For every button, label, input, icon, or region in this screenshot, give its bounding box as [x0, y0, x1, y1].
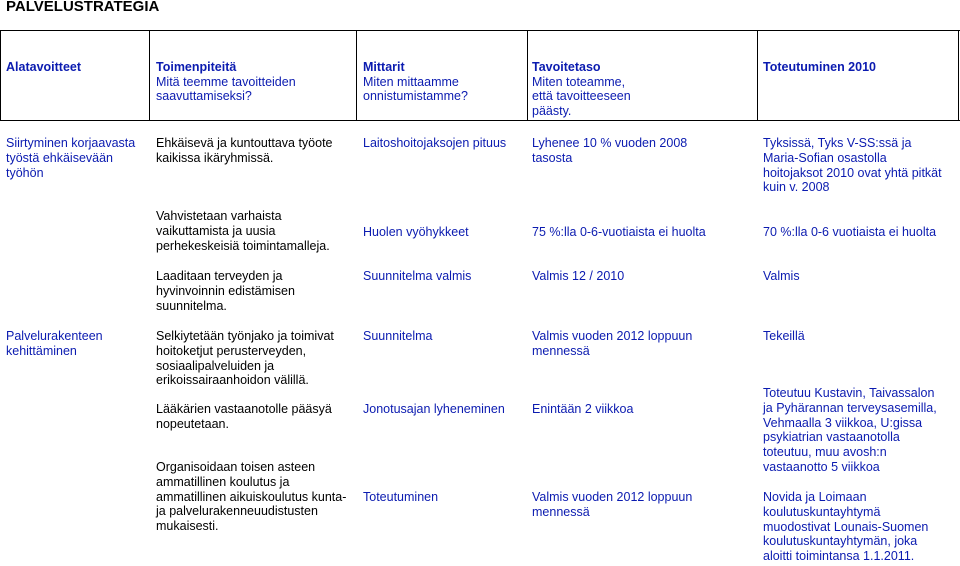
header-toimenpiteita: Toimenpiteitä Mitä teemme tavoitteiden saavuttamiseksi?: [156, 59, 296, 104]
measure-cell: Lääkärien vastaanotolle pääsyä nopeutetaan.: [156, 402, 332, 431]
status-cell: Toteutuu Kustavin, Taivassalon ja Pyhärannan terveysasemilla, Vehmaalla 3 viikkoa, U:gissa psykiatrian vastaanotolla toteutuu, muu avosh:n vastaanotto 5 viikkoa: [763, 386, 937, 474]
metric-cell: Jonotusajan lyheneminen: [363, 402, 505, 416]
target-cell: Lyhenee 10 % vuoden 2008 tasosta: [532, 136, 688, 165]
header-mittarit-sub: Miten mittaamme onnistumistamme?: [363, 74, 468, 104]
metric-cell: Toteutuminen: [363, 490, 439, 504]
measure-cell: Selkiytetään työnjako ja toimivat hoitoketjut perusterveyden, sosiaalipalveluiden ja erikoissairaanhoidon välillä.: [156, 329, 334, 388]
measure-cell: Vahvistetaan varhaista vaikuttamista ja uusia perhekeskeisiä toimintamalleja.: [156, 209, 330, 253]
metric-cell: Suunnitelma valmis: [363, 269, 472, 283]
header-toimenpiteita-sub: Mitä teemme tavoitteiden saavuttamiseksi?: [156, 74, 296, 104]
header-divider: [958, 30, 959, 120]
status-cell: Valmis: [763, 269, 800, 283]
status-cell: Tekeillä: [763, 329, 805, 343]
header-divider: [757, 30, 758, 120]
header-divider: [527, 30, 528, 120]
header-divider: [0, 30, 1, 120]
status-cell: 70 %:lla 0-6 vuotiaista ei huolta: [763, 225, 937, 239]
metric-cell: Huolen vyöhykkeet: [363, 225, 469, 239]
header-bottom-border: [0, 120, 960, 121]
measure-cell: Organisoidaan toisen asteen ammatillinen koulutus ja ammatillinen aikuiskoulutus kunta- ja palvelurakenneuudistusten mukaisesti.: [156, 460, 347, 534]
measure-cell: Laaditaan terveyden ja hyvinvoinnin edistämisen suunnitelma.: [156, 269, 295, 313]
header-divider: [356, 30, 357, 120]
table-top-border: [0, 30, 960, 31]
status-cell: Novida ja Loimaan koulutuskuntayhtymä muodostivat Lounais-Suomen koulutuskuntayhtymän, joka aloitti toimintansa 1.1.2011.: [763, 490, 929, 564]
target-cell: Enintään 2 viikkoa: [532, 402, 634, 416]
page-title: PALVELUSTRATEGIA: [6, 0, 160, 15]
metric-cell: Suunnitelma: [363, 329, 433, 343]
metric-cell: Laitoshoitojaksojen pituus: [363, 136, 507, 150]
header-divider: [149, 30, 150, 120]
goal-palvelurakenne: Palvelurakenteen kehittäminen: [6, 329, 103, 358]
header-alatavoitteet: Alatavoitteet: [6, 59, 82, 74]
status-cell: Tyksissä, Tyks V-SS:ssä ja Maria-Sofian osastolla hoitojaksot 2010 ovat yhtä pitkät kuin v. 2008: [763, 136, 942, 195]
target-cell: 75 %:lla 0-6-vuotiaista ei huolta: [532, 225, 706, 239]
header-mittarit: Mittarit Miten mittaamme onnistumistamme?: [363, 59, 468, 104]
goal-siirtyminen: Siirtyminen korjaavasta työstä ehkäisevään työhön: [6, 136, 136, 180]
header-toteutuminen: Toteutuminen 2010: [763, 59, 876, 74]
header-tavoitetaso-sub: Miten toteamme, että tavoitteeseen päästy.: [532, 74, 631, 119]
target-cell: Valmis 12 / 2010: [532, 269, 625, 283]
header-tavoitetaso: Tavoitetaso Miten toteamme, että tavoitteeseen päästy.: [532, 59, 631, 119]
measure-cell: Ehkäisevä ja kuntouttava työote kaikissa ikäryhmissä.: [156, 136, 333, 165]
target-cell: Valmis vuoden 2012 loppuun mennessä: [532, 490, 693, 519]
target-cell: Valmis vuoden 2012 loppuun mennessä: [532, 329, 693, 358]
